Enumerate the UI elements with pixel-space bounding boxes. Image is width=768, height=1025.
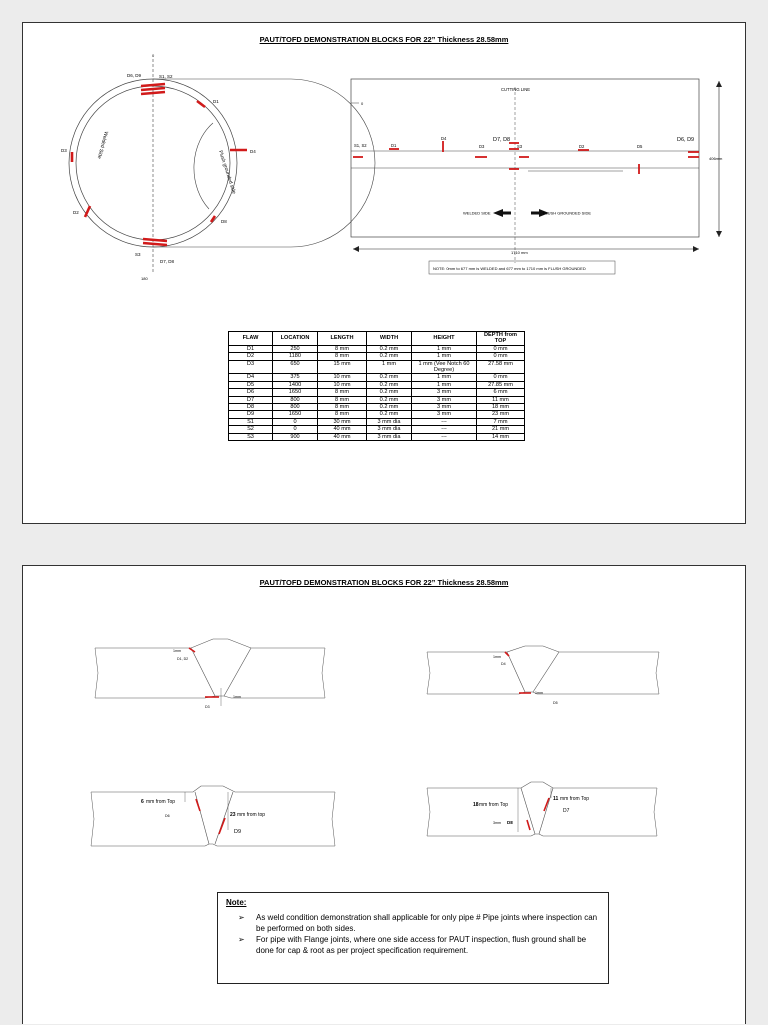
flaw-table-cell: 0.2 mm xyxy=(367,411,412,418)
weld3-top-num: 6 xyxy=(141,799,144,805)
flaw-table-cell: 27.58 mm xyxy=(477,360,525,374)
flaw-table-cell: 10 mm xyxy=(318,374,367,381)
weld1-top-dim: 1mm xyxy=(173,649,181,653)
weld2-label: D4 xyxy=(501,662,506,666)
flaw-table-cell: 10 mm xyxy=(318,381,367,388)
flaw-table-row xyxy=(229,418,525,425)
plate-label-d1: D1 xyxy=(391,143,397,148)
flaw-table-row xyxy=(229,433,525,440)
note-list xyxy=(226,912,600,956)
plate-welded-side-label: WELDED SIDE xyxy=(463,210,491,216)
flaw-table-cell: 27.85 mm xyxy=(477,381,525,388)
flaw-table-row xyxy=(229,389,525,396)
flaw-table-cell: 8 mm xyxy=(318,389,367,396)
flaw-table-row xyxy=(229,374,525,381)
flaw-table-row xyxy=(229,353,525,360)
flaw-table-cell: 3 mm dia xyxy=(367,426,412,433)
flaw-table-cell: 8 mm xyxy=(318,404,367,411)
circle-label-d7d8: D7, D8 xyxy=(160,259,175,264)
flaw-table-cell: 3 mm xyxy=(412,404,477,411)
plate-length-label: 1710 mm xyxy=(511,250,528,255)
flaw-table-cell: D9 xyxy=(229,411,273,418)
flaw-table-cell: --- xyxy=(412,433,477,440)
plate-label-s3: S3 xyxy=(517,144,523,149)
bullet-arrow-icon: ➢ xyxy=(238,935,245,944)
flaw-table-cell: 0 xyxy=(273,426,318,433)
weld4-right-flaw: D7 xyxy=(563,808,570,814)
flaw-table-cell: 1 mm xyxy=(367,360,412,374)
weld3-top-flaw: D6 xyxy=(165,814,170,818)
plate-note: NOTE: 0mm to 677 mm is WELDED and 677 mm to 1710 mm is FLUSH GROUNDED xyxy=(433,266,586,271)
cutting-line-label: CUTTING LINE xyxy=(501,87,531,92)
flaw-table-cell: 0.2 mm xyxy=(367,381,412,388)
flaw-table-cell: D6 xyxy=(229,389,273,396)
weld4-right-text: mm from Top xyxy=(560,796,590,802)
flaw-table-cell: 23 mm xyxy=(477,411,525,418)
flaw-table-cell: 0 mm xyxy=(477,374,525,381)
flaw-table-cell: 1400 xyxy=(273,381,318,388)
document-page-1 xyxy=(22,22,746,524)
flaw-table-cell: 40 mm xyxy=(318,426,367,433)
note-item xyxy=(226,934,600,956)
plate-label-d4: D4 xyxy=(441,136,447,141)
flaw-table-cell: D4 xyxy=(229,374,273,381)
weld4-small-dim: 3mm xyxy=(493,821,501,825)
weld4-left-flaw: D8 xyxy=(507,820,513,825)
circle-label-d8: D8 xyxy=(221,219,227,224)
page-title: PAUT/TOFD DEMONSTRATION BLOCKS FOR 22” Thickness 28.58mm xyxy=(259,35,509,44)
flaw-table-cell: 250 xyxy=(273,345,318,352)
note-box xyxy=(217,892,609,984)
plate-label-d3: D3 xyxy=(479,144,485,149)
flaw-table-cell: D3 xyxy=(229,360,273,374)
circle-label-d1: D1 xyxy=(213,99,219,104)
weld3-top-text: mm from Top xyxy=(146,799,176,805)
flaw-table-cell: 650 xyxy=(273,360,318,374)
col-height: HEIGHT xyxy=(412,332,477,346)
flaw-table-cell: 900 xyxy=(273,433,318,440)
flaw-table-cell: 8 mm xyxy=(318,345,367,352)
flaw-table-cell: 3 mm dia xyxy=(367,418,412,425)
flaw-table-row xyxy=(229,381,525,388)
flaw-table-cell: D2 xyxy=(229,353,273,360)
flaw-table-cell: 800 xyxy=(273,404,318,411)
flaw-table-cell: 1650 xyxy=(273,411,318,418)
flaw-table-cell: 0 xyxy=(273,418,318,425)
note-item-text: As weld condition demonstration shall applicable for only pipe # Pipe joints where inspection can be performed on both sides. xyxy=(256,913,598,933)
flaw-table-cell: 18 mm xyxy=(477,404,525,411)
flaw-table-cell: 3 mm xyxy=(412,389,477,396)
flaw-table-cell: D1 xyxy=(229,345,273,352)
plate-label-d5: D5 xyxy=(637,144,643,149)
weld1-label: D1, D2 xyxy=(177,657,189,661)
flaw-table-cell: 1180 xyxy=(273,353,318,360)
flaw-table-cell: D8 xyxy=(229,404,273,411)
flaw-table-row xyxy=(229,360,525,374)
flaw-table-cell: 11 mm xyxy=(477,396,525,403)
plate-flush-side-label: FLUSH GROUNDED SIDE xyxy=(543,210,592,216)
plate-label-d7d8: D7, D8 xyxy=(493,137,511,143)
circle-flush-side-label: Flush grounded side xyxy=(217,149,237,195)
weld4-left-text: mm from Top xyxy=(479,802,509,808)
flaw-table-cell: 0.2 mm xyxy=(367,396,412,403)
circle-label-s1s2: S1, S2 xyxy=(159,74,173,79)
weld4-left-num: 18 xyxy=(473,802,479,808)
col-depth: DEPTH from TOP xyxy=(477,332,525,346)
weld3-side-flaw: D9 xyxy=(234,829,242,835)
note-title: Note: xyxy=(226,898,247,907)
bullet-arrow-icon: ➢ xyxy=(238,913,245,922)
flaw-table-cell: 0.2 mm xyxy=(367,353,412,360)
plate-label-s1s2: S1, S2 xyxy=(354,143,367,148)
page-title: PAUT/TOFD DEMONSTRATION BLOCKS FOR 22” Thickness 28.58mm xyxy=(259,578,509,587)
circle-label-d3: D3 xyxy=(61,148,67,153)
flaw-table-cell: 0.2 mm xyxy=(367,404,412,411)
flaw-table-cell: 8 mm xyxy=(318,396,367,403)
plate-label-d6d9: D6, D9 xyxy=(677,137,695,143)
flaw-table-cell: S1 xyxy=(229,418,273,425)
flaw-table-row xyxy=(229,404,525,411)
plate-zero-label: 0 xyxy=(361,101,364,106)
flaw-table-cell: D5 xyxy=(229,381,273,388)
flaw-table-cell: --- xyxy=(412,418,477,425)
circle-label-d2: D2 xyxy=(73,210,79,215)
flaw-table-cell: 40 mm xyxy=(318,433,367,440)
circle-label-d6d9: D6, D9 xyxy=(127,73,142,78)
circle-welded-side-label: Welded Side xyxy=(95,130,109,160)
flaw-table-cell: 1650 xyxy=(273,389,318,396)
flaw-table-cell: 0.2 mm xyxy=(367,374,412,381)
flaw-table-cell: 15 mm xyxy=(318,360,367,374)
circle-label-d4: D4 xyxy=(250,149,256,154)
plate-height-label: 406mm xyxy=(709,156,723,161)
flaw-table-header-row xyxy=(229,332,525,346)
circle-label-s3: S3 xyxy=(135,252,141,257)
weld4-right-num: 11 xyxy=(553,796,559,802)
weld1-bottom-dim: 1mm xyxy=(233,695,241,699)
weld2-flaw: D5 xyxy=(553,701,558,705)
flaw-table-cell: S2 xyxy=(229,426,273,433)
flaw-table-cell: 30 mm xyxy=(318,418,367,425)
note-item-text: For pipe with Flange joints, where one side access for PAUT inspection, flush ground shall be done for cap & root as per project specification requirement. xyxy=(256,935,587,955)
flaw-table-cell: 800 xyxy=(273,396,318,403)
flaw-table-cell: 0 mm xyxy=(477,353,525,360)
flaw-table-cell: 1 mm (Vee Notch 60 Degree) xyxy=(412,360,477,374)
flaw-table-cell: 7 mm xyxy=(477,418,525,425)
flaw-table-cell: 0 mm xyxy=(477,345,525,352)
flaw-table-row xyxy=(229,411,525,418)
flaw-table-cell: 3 mm xyxy=(412,411,477,418)
flaw-table-cell: 0.2 mm xyxy=(367,389,412,396)
flaw-table-cell: 1 mm xyxy=(412,381,477,388)
flaw-table-cell: 375 xyxy=(273,374,318,381)
flaw-table-cell: 8 mm xyxy=(318,411,367,418)
flaw-table xyxy=(228,331,525,441)
flaw-table-cell: 1 mm xyxy=(412,353,477,360)
flaw-table-cell: 0.2 mm xyxy=(367,345,412,352)
plate-layout-diagram xyxy=(23,23,747,525)
flaw-table-body xyxy=(229,345,525,440)
weld3-side-num: 23 xyxy=(230,812,236,818)
flaw-table-cell: 8 mm xyxy=(318,353,367,360)
weld2-bottom-dim: 1mm xyxy=(535,691,543,695)
weld2-top-dim: 1mm xyxy=(493,655,501,659)
col-length: LENGTH xyxy=(318,332,367,346)
flaw-table-row xyxy=(229,345,525,352)
note-item xyxy=(226,912,600,934)
document-page-2 xyxy=(22,565,746,1024)
circle-bottom-label: 180 xyxy=(141,276,148,281)
weld1-flaw: D3 xyxy=(205,705,210,709)
flaw-table-cell: 21 mm xyxy=(477,426,525,433)
col-width: WIDTH xyxy=(367,332,412,346)
col-location: LOCATION xyxy=(273,332,318,346)
flaw-table-row xyxy=(229,396,525,403)
weld3-side-text: mm from top xyxy=(237,812,266,818)
flaw-table-cell: 14 mm xyxy=(477,433,525,440)
plate-label-d2: D2 xyxy=(579,144,585,149)
col-flaw: FLAW xyxy=(229,332,273,346)
flaw-table-cell: S3 xyxy=(229,433,273,440)
circle-top-label: 0 xyxy=(152,53,155,58)
flaw-table-cell: 6 mm xyxy=(477,389,525,396)
flaw-table-cell: 3 mm xyxy=(412,396,477,403)
flaw-table-cell: 1 mm xyxy=(412,374,477,381)
flaw-table-row xyxy=(229,426,525,433)
flaw-table-cell: D7 xyxy=(229,396,273,403)
flaw-table-cell: --- xyxy=(412,426,477,433)
flaw-table-cell: 3 mm dia xyxy=(367,433,412,440)
flaw-table-cell: 1 mm xyxy=(412,345,477,352)
